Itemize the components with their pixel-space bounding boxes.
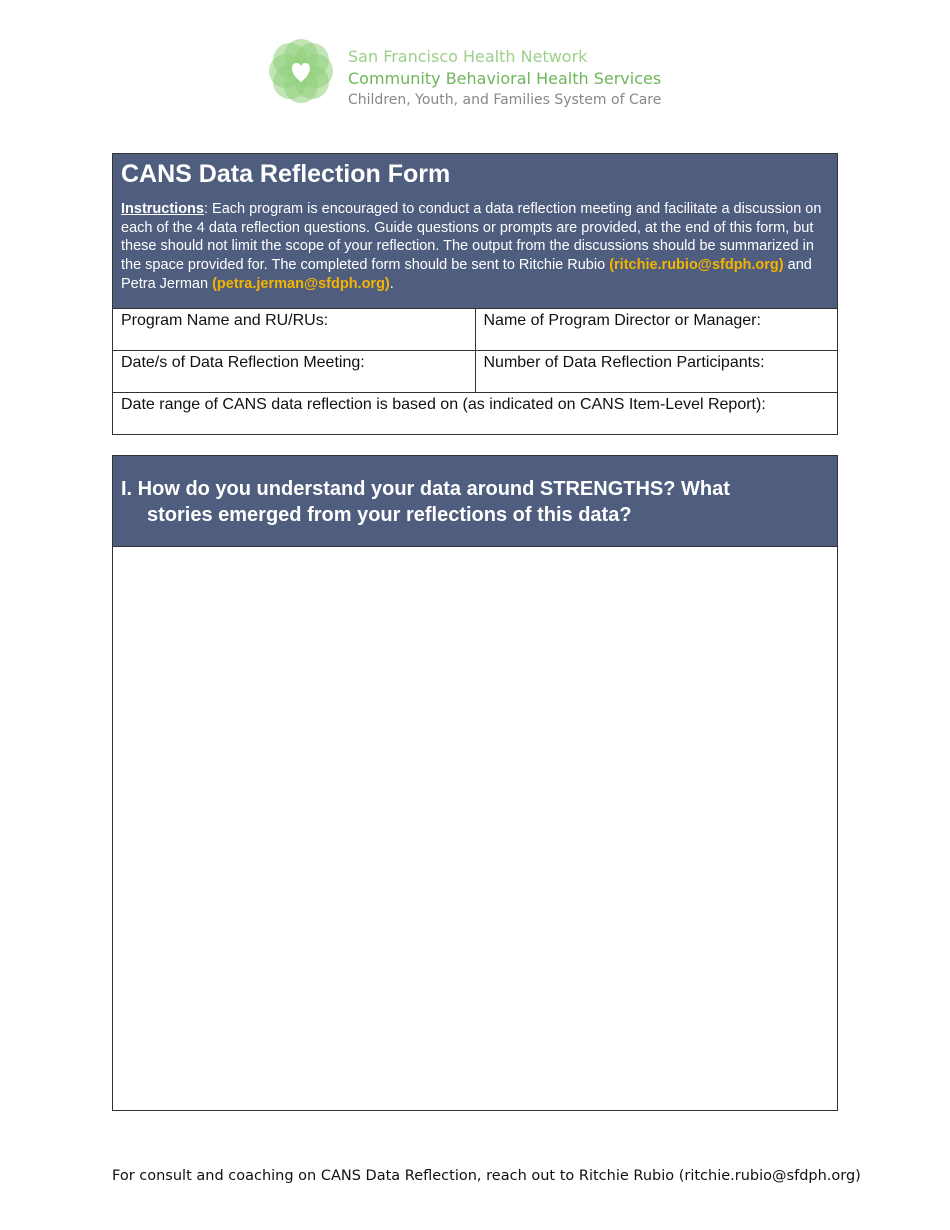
instructions-text: : Each program is encouraged to conduct a data reflection meeting and facilitate a discussion on each of the 4 data reflection questions. Guide questions or prompts are provided, at the end of this form, but these should not limit the scope of your reflection. The output from the discussions should be summarized in the space provided for. The completed form should be sent to Ritchie Rubio bbox=[121, 201, 822, 274]
form-header-band bbox=[113, 154, 837, 308]
instructions-label: Instructions bbox=[121, 201, 204, 217]
question-1-text: I. How do you understand your data around STRENGTHS? What bbox=[121, 478, 730, 500]
email-link-ritchie[interactable]: (ritchie.rubio@sfdph.org) bbox=[609, 257, 784, 274]
instructions-text-connector: and Petra Jerman bbox=[121, 257, 812, 292]
program-name-field[interactable]: Program Name and RU/RUs: bbox=[121, 311, 329, 329]
question-1-header bbox=[113, 456, 837, 547]
date-range-field[interactable]: Date range of CANS data reflection is based on (as indicated on CANS Item-Level Report): bbox=[121, 395, 766, 413]
form-row-program bbox=[113, 308, 837, 350]
form-info-box bbox=[112, 153, 838, 435]
form-row-meeting bbox=[113, 350, 837, 392]
org-division-line: Community Behavioral Health Services bbox=[348, 69, 662, 88]
instructions-text-end: . bbox=[389, 275, 394, 292]
org-system-line: Children, Youth, and Families System of Care bbox=[348, 92, 662, 108]
director-name-field[interactable]: Name of Program Director or Manager: bbox=[475, 309, 838, 350]
participants-field[interactable]: Number of Data Reflection Participants: bbox=[475, 351, 838, 392]
question-1-box bbox=[112, 455, 838, 1111]
org-logo-block bbox=[266, 36, 666, 108]
org-name-line: San Francisco Health Network bbox=[348, 47, 588, 66]
instructions-paragraph bbox=[121, 200, 829, 294]
heart-flower-logo-icon bbox=[266, 36, 336, 106]
meeting-dates-field[interactable]: Date/s of Data Reflection Meeting: bbox=[121, 353, 365, 371]
form-row-date-range bbox=[113, 392, 837, 434]
page-footer: For consult and coaching on CANS Data Reflection, reach out to Ritchie Rubio (ritchie.rubio@sfdph.org) bbox=[112, 1168, 861, 1184]
question-1-answer-area[interactable] bbox=[113, 547, 837, 1109]
form-title: CANS Data Reflection Form bbox=[121, 160, 451, 188]
question-1-text-cont: stories emerged from your reflections of this data? bbox=[147, 504, 632, 526]
email-link-petra[interactable]: (petra.jerman@sfdph.org) bbox=[212, 275, 390, 292]
